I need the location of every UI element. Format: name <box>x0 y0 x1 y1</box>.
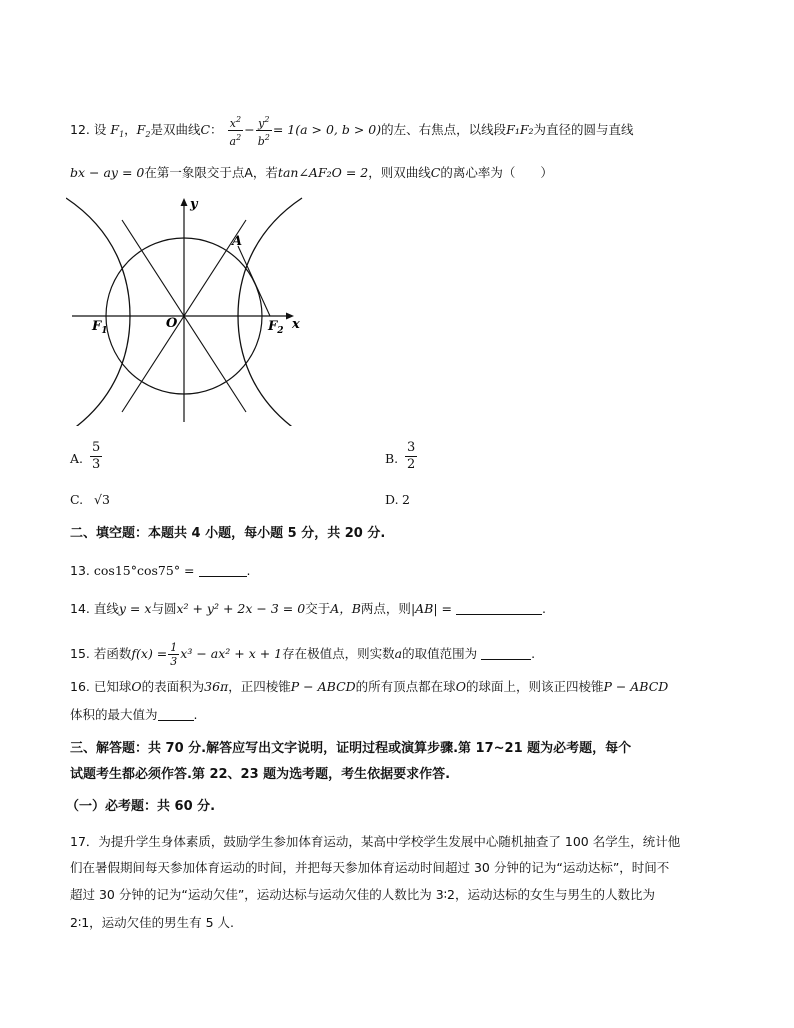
q13-answer-blank[interactable] <box>199 564 247 577</box>
q14-circle-expr: x² + y² + 2x − 3 = 0 <box>176 601 306 616</box>
q12-line-expr: bx − ay = 0 <box>70 165 145 180</box>
q17-line2: 们在暑假期间每天参加体育运动的时间，并把每天参加体育运动时间超过 30 分钟的记为“运动达标”，时间不 <box>70 860 670 875</box>
q12-text-c: 的左、右焦点，以线段 <box>381 122 507 137</box>
section3-line1: 三、解答题：共 70 分.解答应写出文字说明，证明过程或演算步骤.第 17~21 题为必考题，每个 <box>70 741 632 756</box>
q14-answer-blank[interactable] <box>456 602 542 615</box>
option-D-value: 2 <box>402 492 410 507</box>
q12-eq-cond: = 1(a > 0, b > 0) <box>272 122 382 137</box>
q16-answer-blank[interactable] <box>158 708 194 721</box>
q12-text-a: 设 <box>93 122 107 137</box>
A-label: A <box>232 234 243 249</box>
q15: 15. 若函数f(x) = $\frac{1}{3}$ x³ − ax² + x + 1存在极值点，则实数a的取值范围为 . <box>70 641 536 668</box>
F1-label: $F_1$ <box>92 319 108 336</box>
hyperbola-figure <box>66 194 306 426</box>
q12-F1: $F_1$ <box>110 122 125 139</box>
y-axis-arrow <box>181 198 188 206</box>
q13: 13. cos15°cos75° = . <box>70 563 251 578</box>
hyperbola-right-branch <box>238 198 302 426</box>
option-A-label[interactable]: A. <box>70 451 84 466</box>
q12-line1: 12. 设 $F_1$，$F_2$是双曲线C： $\frac{x^2}{a^2}$ − $\frac{y^2}{b^2}$ = 1(a > 0, b > 0)的左、右焦点，以线段F₁F₂为直径的圆与直线 <box>70 115 634 148</box>
section3-line2: 试题考生都必须作答.第 22、23 题为选考题，考生依据要求作答. <box>70 767 451 782</box>
option-B-fraction: $\frac{3}{2}$ <box>407 440 416 472</box>
y-label: y <box>190 197 198 212</box>
segment-AF2 <box>238 246 270 316</box>
q13-expr: cos15°cos75° = <box>93 563 195 578</box>
q14: 14. 直线y = x与圆x² + y² + 2x − 3 = 0交于A，B两点，则|AB| = . <box>70 601 546 616</box>
q12-text-b: 是双曲线 <box>150 122 201 137</box>
section2-heading: 二、填空题：本题共 4 小题，每小题 5 分，共 20 分. <box>70 526 386 541</box>
q17-line1: 17．为提升学生身体素质，鼓励学生参加体育运动，某高中学校学生发展中心随机抽查了 100 名学生，统计他 <box>70 834 681 849</box>
option-C-value: √3 <box>94 492 110 507</box>
hyperbola-left-branch <box>66 198 130 426</box>
option-B-label[interactable]: B. <box>385 451 399 466</box>
O-label: O <box>166 316 178 331</box>
q16-line1: 16. 已知球O的表面积为36π，正四棱锥P − ABCD的所有顶点都在球O的球面上，则该正四棱锥P − ABCD <box>70 679 669 694</box>
q15-answer-blank[interactable] <box>481 647 531 660</box>
q17-line4: 2∶1，运动欠佳的男生有 5 人. <box>70 915 235 930</box>
option-A-fraction: $\frac{5}{3}$ <box>92 440 101 472</box>
q14-line-expr: y = x <box>118 601 152 616</box>
q15-frac: $\frac{1}{3}$ <box>170 641 178 668</box>
q16-line2: 体积的最大值为 . <box>70 707 198 722</box>
q12-F1F2: F₁F₂ <box>506 122 534 137</box>
option-D-label[interactable]: D. <box>385 492 399 507</box>
q12-text-d: 为直径的圆与直线 <box>533 122 634 137</box>
q15-expr: x³ − ax² + x + 1 <box>180 646 283 661</box>
q12-number: 12. <box>70 122 90 137</box>
q12-frac1: $\frac{x^2}{a^2}$ <box>229 115 242 148</box>
q12-frac2: $\frac{y^2}{b^2}$ <box>257 115 270 148</box>
section3-sub: （一）必考题：共 60 分. <box>66 799 216 814</box>
q12-F2: $F_2$ <box>136 122 151 139</box>
q12-C: C <box>200 122 211 137</box>
q17-line3: 超过 30 分钟的记为“运动欠佳”，运动达标与运动欠佳的人数比为 3∶2，运动达标的女生与男生的人数比为 <box>70 887 655 902</box>
q12-line2: bx − ay = 0在第一象限交于点A，若tan∠AF₂O = 2，则双曲线C的离心率为（ ） <box>70 165 553 180</box>
q14-abs-expr: |AB| = <box>410 601 453 616</box>
option-C-label[interactable]: C. <box>70 492 84 507</box>
q12-tan-expr: tan∠AF₂O = 2 <box>277 165 369 180</box>
F2-label: $F_2$ <box>268 319 284 336</box>
x-label: x <box>292 317 300 332</box>
